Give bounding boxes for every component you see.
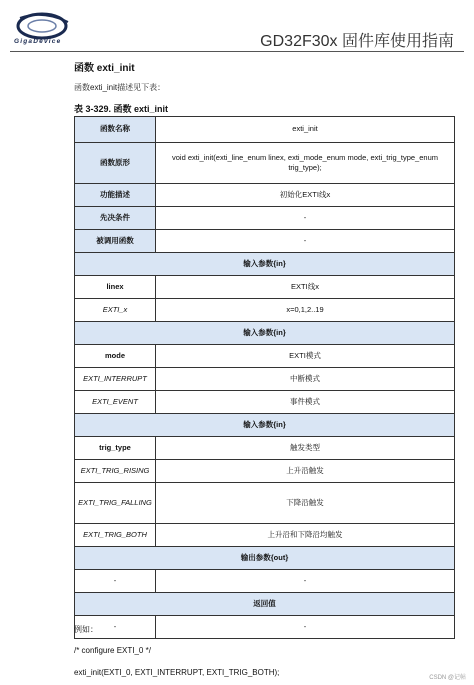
function-heading: 函数 exti_init	[74, 63, 135, 74]
row-value: 初始化EXTI线x	[156, 184, 455, 207]
table-row	[75, 616, 455, 639]
section-header-row	[75, 414, 455, 437]
param-description: 触发类型	[156, 437, 455, 460]
param-description: -	[156, 570, 455, 593]
param-description: 下降沿触发	[156, 483, 455, 524]
section-title: 输入参数{in}	[75, 253, 455, 276]
param-name: EXTI_TRIG_RISING	[75, 460, 156, 483]
row-value: -	[156, 207, 455, 230]
param-name: EXTI_TRIG_FALLING	[75, 483, 156, 524]
param-description: EXTI线x	[156, 276, 455, 299]
section-title: 返回值	[75, 593, 455, 616]
param-description: 上升沿触发	[156, 460, 455, 483]
param-description: EXTI模式	[156, 345, 455, 368]
section-header-row	[75, 547, 455, 570]
param-description: 上升沿和下降沿均触发	[156, 524, 455, 547]
table-row	[75, 230, 455, 253]
function-description: 函数exti_init描述见下表：	[74, 83, 166, 92]
param-name: EXTI_INTERRUPT	[75, 368, 156, 391]
section-title: 输入参数{in}	[75, 322, 455, 345]
code-comment: /* configure EXTI_0 */	[74, 646, 151, 655]
table-row	[75, 299, 455, 322]
watermark: CSDN @记帖	[429, 675, 466, 681]
table-row	[75, 391, 455, 414]
document-title: GD32F30x 固件库使用指南	[260, 33, 454, 50]
table-row	[75, 207, 455, 230]
param-name: linex	[75, 276, 156, 299]
table-row	[75, 524, 455, 547]
function-spec-table	[74, 116, 455, 639]
section-title: 输入参数{in}	[75, 414, 455, 437]
param-description: 事件模式	[156, 391, 455, 414]
table-row	[75, 143, 455, 184]
brand-name: GigaDevice	[14, 38, 62, 45]
param-name: mode	[75, 345, 156, 368]
table-row	[75, 184, 455, 207]
row-value: -	[156, 230, 455, 253]
row-key: 函数原形	[75, 143, 156, 184]
section-title: 输出参数{out}	[75, 547, 455, 570]
section-header-row	[75, 593, 455, 616]
table-row	[75, 460, 455, 483]
param-description: 中断模式	[156, 368, 455, 391]
table-row	[75, 117, 455, 143]
page-header	[0, 0, 474, 56]
param-name: -	[75, 570, 156, 593]
table-caption: 表 3-329. 函数 exti_init	[74, 104, 169, 114]
param-name: EXTI_EVENT	[75, 391, 156, 414]
section-header-row	[75, 253, 455, 276]
param-description: -	[156, 616, 455, 639]
param-name: EXTI_x	[75, 299, 156, 322]
row-key: 功能描述	[75, 184, 156, 207]
row-value: exti_init	[156, 117, 455, 143]
row-key: 函数名称	[75, 117, 156, 143]
table-row	[75, 437, 455, 460]
section-header-row	[75, 322, 455, 345]
example-label: 例如：	[74, 625, 98, 634]
row-value: void exti_init(exti_line_enum linex, exti_mode_enum mode, exti_trig_type_enum trig_type);	[156, 143, 455, 184]
param-description: x=0,1,2..19	[156, 299, 455, 322]
table-row	[75, 276, 455, 299]
code-line: exti_init(EXTI_0, EXTI_INTERRUPT, EXTI_TRIG_BOTH);	[74, 668, 280, 677]
header-divider	[10, 51, 464, 52]
row-key: 被调用函数	[75, 230, 156, 253]
param-name: EXTI_TRIG_BOTH	[75, 524, 156, 547]
table-row	[75, 345, 455, 368]
param-name: -	[75, 616, 156, 639]
param-name: trig_type	[75, 437, 156, 460]
table-row	[75, 483, 455, 524]
table-row	[75, 368, 455, 391]
table-row	[75, 570, 455, 593]
row-key: 先决条件	[75, 207, 156, 230]
